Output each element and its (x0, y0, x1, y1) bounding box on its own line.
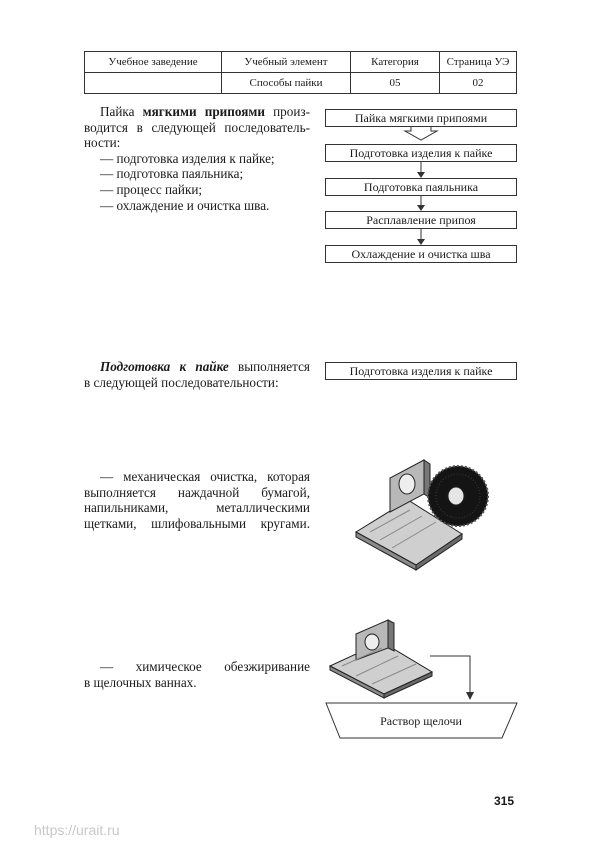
bold-italic-term: Подготовка к пайке (100, 359, 229, 374)
value-cell: 05 (351, 73, 440, 94)
paragraph-line: напильниками, металлическими (84, 500, 310, 516)
list-item: — процесс пайки; (100, 181, 203, 197)
header-cell: Учебный элемент (222, 52, 351, 73)
paragraph-line: ности: (84, 135, 121, 151)
arrow-line (430, 656, 470, 696)
paragraph-line: водится в следующей последователь- (84, 119, 310, 135)
header-cell: Страница УЭ (440, 52, 517, 73)
prepare-item-box: Подготовка изделия к пайке (325, 362, 517, 380)
text-fragment: произ- (264, 104, 310, 119)
flow-box-prepare-item: Подготовка изделия к пайке (325, 144, 517, 162)
flow-box-prepare-iron: Подготовка паяльника (325, 178, 517, 196)
bold-term: мягкими припоями (142, 104, 265, 119)
flow-box-melt-solder: Расплавление припоя (325, 211, 517, 229)
list-item: — подготовка изделия к пайке; (100, 150, 275, 166)
paragraph-line: выполняется наждачной бумагой, (84, 484, 310, 500)
paragraph-line: в следующей последовательности: (84, 374, 279, 390)
bath-label: Раствор щелочи (380, 714, 462, 728)
value-cell: Способы пайки (222, 73, 351, 94)
paragraph-line: — механическая очистка, которая (100, 469, 310, 484)
page-number: 315 (494, 794, 515, 808)
header-cell: Учебное заведение (85, 52, 222, 73)
flow-box-soft-solder: Пайка мягкими припоями (325, 109, 517, 127)
list-item: — охлаждение и очистка шва. (100, 197, 270, 213)
list-item: — подготовка паяльника; (100, 166, 244, 182)
header-cell: Категория (351, 52, 440, 73)
paragraph-line: в щелочных ваннах. (84, 674, 197, 690)
text-fragment: выполняется (228, 359, 310, 374)
arrow-head (466, 692, 474, 700)
value-cell: 02 (440, 73, 517, 94)
paragraph-line: — химическое обезжиривание (100, 659, 310, 674)
paragraph-line: щетками, шлифовальными кругами. (84, 515, 310, 531)
flow-box-cool-clean: Охлаждение и очистка шва (325, 245, 517, 263)
watermark-link[interactable]: https://urait.ru (34, 822, 120, 838)
text-fragment: Пайка (100, 104, 143, 119)
